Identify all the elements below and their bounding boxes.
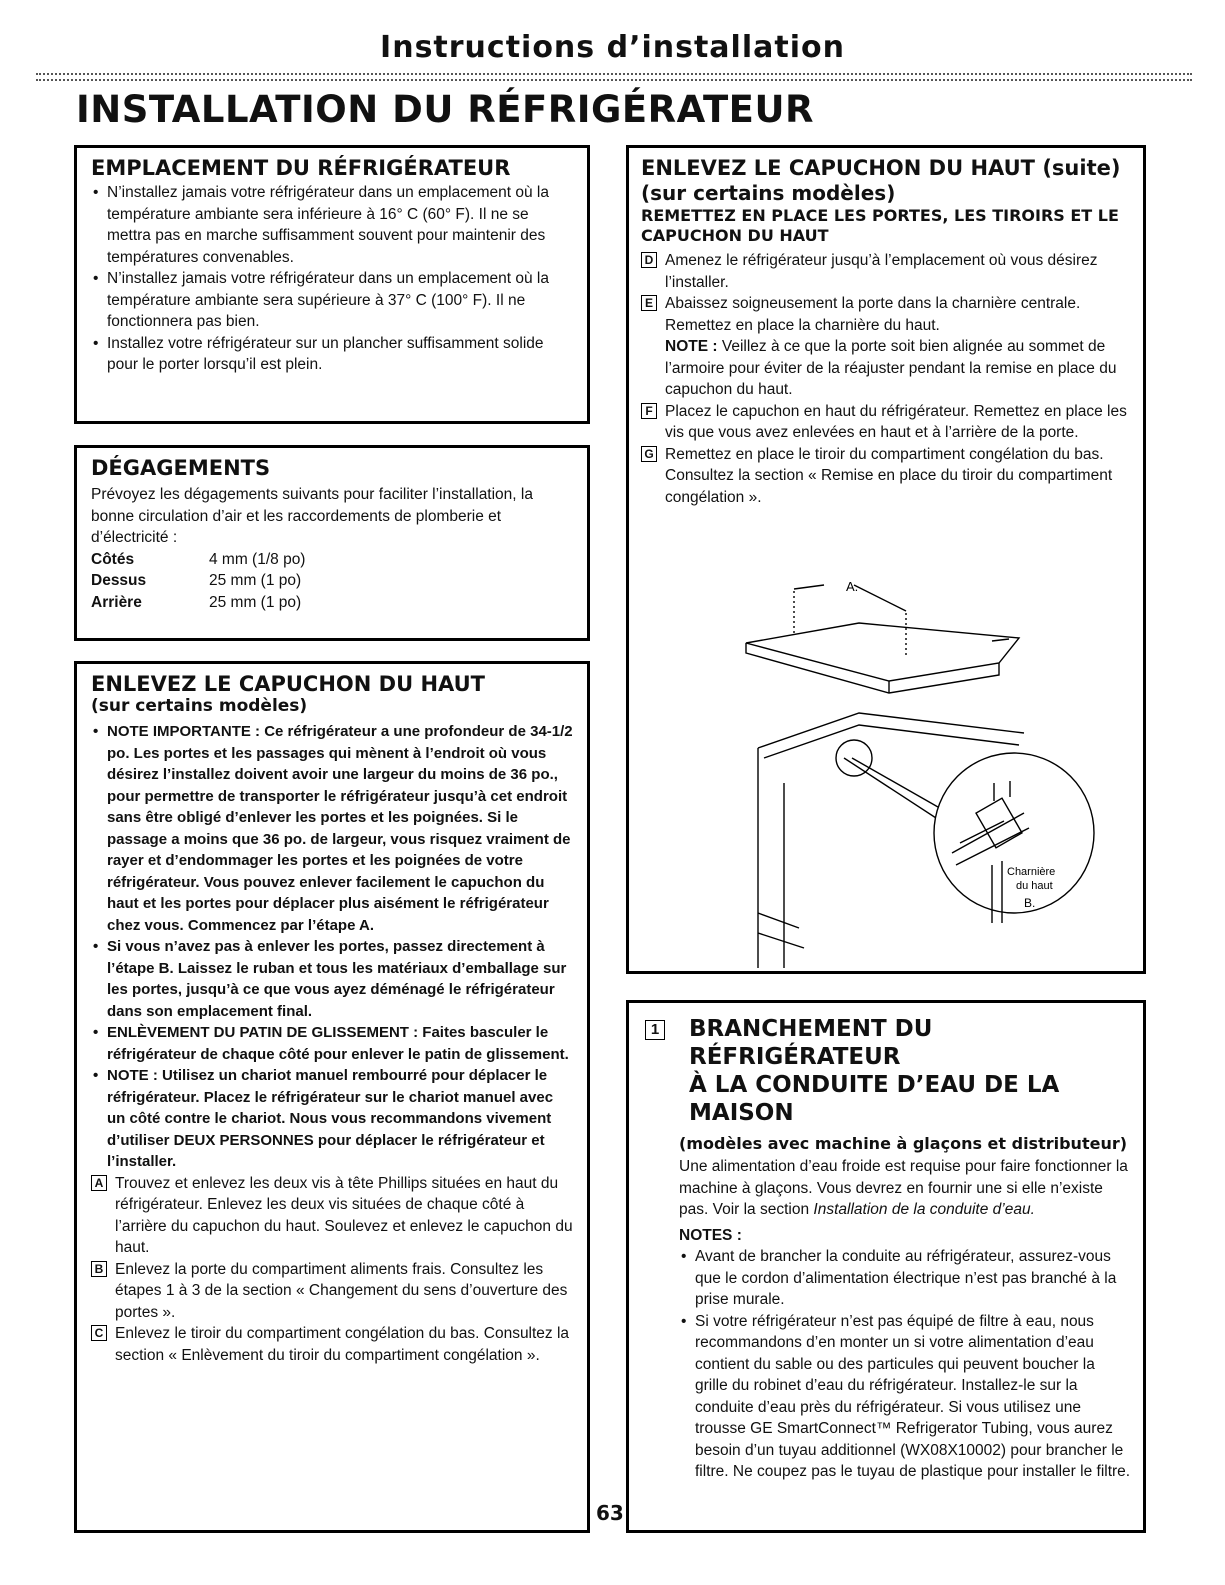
clearance-value: 25 mm (1 po) (209, 572, 302, 589)
step-note (665, 336, 1131, 401)
suite-subtitle: (sur certains modèles) (641, 181, 896, 205)
page-title: INSTALLATION DU RÉFRIGÉRATEUR (76, 88, 814, 131)
emplacement-list (91, 182, 573, 376)
clearance-value: 25 mm (1 po) (209, 593, 302, 611)
step-text: Remettez en place le tiroir du compartiment congélation du bas. Consultez la section « Remise en place du tiroir du compartiment congélation ». (665, 445, 1113, 506)
intro-text: Une alimentation d’eau froide est requise pour faire fonctionner la machine à glaçons. Vous devrez en fournir une si elle n’existe pas. Voir la section (679, 1158, 1128, 1218)
step-text: Trouvez et enlevez les deux vis à tête Phillips situées en haut du réfrigérateur. Enlevez les deux vis situées de chaque côté à l’arrière du capuchon du haut. Soulevez et enlevez le capuchon du haut. (115, 1174, 573, 1256)
clearance-label: Dessus (91, 572, 147, 589)
step-marker: D (641, 252, 657, 268)
figure-label-a: A. (846, 579, 859, 594)
degagements-intro: Prévoyez les dégagements suivants pour faciliter l’installation, la bonne circulation d’air et les raccordements de plomberie et d’électricité : (91, 486, 533, 546)
list-item: • N’installez jamais votre réfrigérateur dans un emplacement où la température ambiante sera supérieure à 37° C (100° F). Il ne fonctionnera pas bien. (91, 268, 573, 333)
step-e (641, 293, 1131, 401)
capuchon-subtitle: (sur certains modèles) (91, 696, 308, 716)
step-b (91, 1259, 573, 1324)
header-rule (36, 73, 1192, 81)
step-marker: A (91, 1175, 107, 1191)
emplacement-box (74, 145, 590, 424)
step-marker: G (641, 446, 657, 462)
step-g (641, 444, 1131, 509)
refrigerator-top-cap-figure (724, 579, 1056, 968)
note-text: Veillez à ce que la porte soit bien alignée au sommet de l’armoire pour éviter de la réajuster pendant la remise en place du capuchon du haut. (665, 338, 1117, 398)
list-item: • Avant de brancher la conduite au réfrigérateur, assurez-vous que le cordon d’alimentation électrique n’est pas branché à la prise murale. (679, 1246, 1131, 1311)
degagements-title: DÉGAGEMENTS (91, 456, 271, 480)
suite-steps (641, 250, 1131, 508)
degagements-box (74, 445, 590, 641)
list-item: • N’installez jamais votre réfrigérateur dans un emplacement où la température ambiante sera inférieure à 16° C (60° F). Il ne se mettra pas en marche suffisamment souvent pour maintenir des températures convenables. (91, 182, 573, 268)
suite-subheading: REMETTEZ EN PLACE LES PORTES, LES TIROIRS ET LE CAPUCHON DU HAUT (641, 206, 1119, 245)
emplacement-title: EMPLACEMENT DU RÉFRIGÉRATEUR (91, 156, 511, 180)
clearance-table (91, 549, 305, 614)
step-text: Abaissez soigneusement la porte dans la charnière centrale. Remettez en place la charnière du haut. (665, 295, 1081, 334)
suite-box (626, 145, 1146, 974)
section-header: Instructions d’installation (380, 30, 845, 65)
step-text: Enlevez le tiroir du compartiment congélation du bas. Consultez la section « Enlèvement du tiroir du compartiment congélation ». (115, 1325, 570, 1364)
step-d (641, 250, 1131, 293)
list-item: • ENLÈVEMENT DU PATIN DE GLISSEMENT : Faites basculer le réfrigérateur de chaque côté pour enlever le patin de glissement. (91, 1022, 573, 1065)
step-text: Enlevez la porte du compartiment aliments frais. Consultez les étapes 1 à 3 de la section « Changement du sens d’ouverture des portes ». (115, 1260, 568, 1321)
list-item: • Si vous n’avez pas à enlever les portes, passez directement à l’étape B. Laissez le ruban et tous les matériaux d’emballage sur les portes, jusqu’à ce que vous ayez déménagé le réfrigérateur dans son emplacement final. (91, 936, 573, 1022)
capuchon-box (74, 661, 590, 1533)
refrigerator-illustration (758, 713, 1094, 968)
capuchon-title: ENLEVEZ LE CAPUCHON DU HAUT (91, 672, 486, 696)
branchement-box (626, 1000, 1146, 1533)
step-text: Placez le capuchon en haut du réfrigérateur. Remettez en place les vis que vous avez enlevées en haut et à l’arrière de la porte. (665, 402, 1127, 441)
step-text: Amenez le réfrigérateur jusqu’à l’emplacement où vous désirez l’installer. (665, 252, 1098, 291)
list-item: • Si votre réfrigérateur n’est pas équipé de filtre à eau, nous recommandons d’en monter un si votre alimentation d’eau contient du sable ou des particules qui peuvent boucher la grille du robinet d’eau du réfrigérateur. Installez-le sur la conduite d’eau près du réfrigérateur. Si vous utilisez une trousse GE SmartConnect™ Refrigerator Tubing, vous aurez besoin d’un tuyau additionnel (WX08X10002) pour brancher le filtre. Ne coupez pas le tuyau de plastique pour installer le filtre. (679, 1311, 1131, 1483)
note-label: NOTE : (665, 338, 718, 355)
step-f (641, 401, 1131, 444)
step-marker: B (91, 1261, 107, 1277)
clearance-label: Côtés (91, 550, 135, 568)
branchement-heading (641, 1015, 1131, 1071)
top-cap-illustration (746, 585, 1019, 693)
table-row (91, 570, 305, 592)
step-marker: 1 (645, 1020, 665, 1040)
table-row (91, 549, 305, 571)
step-c (91, 1323, 573, 1366)
intro-reference: Installation de la conduite d’eau. (813, 1201, 1035, 1218)
branchement-notes (679, 1246, 1131, 1483)
step-marker: F (641, 403, 657, 419)
hinge-label-line2: du haut (1016, 880, 1053, 892)
branchement-intro (679, 1156, 1131, 1221)
branchement-subtitle: (modèles avec machine à glaçons et distributeur) (679, 1134, 1128, 1153)
capuchon-steps (91, 1173, 573, 1367)
branchement-title-1: BRANCHEMENT DU RÉFRIGÉRATEUR (689, 1016, 933, 1070)
hinge-label-line1: Charnière (1007, 866, 1056, 878)
step-marker: E (641, 295, 657, 311)
branchement-body (641, 1156, 1131, 1483)
list-item: • Installez votre réfrigérateur sur un plancher suffisamment solide pour le porter lorsqu’il est plein. (91, 333, 573, 376)
branchement-title-2: À LA CONDUITE D’EAU DE LA MAISON (689, 1072, 1060, 1126)
step-marker: C (91, 1325, 107, 1341)
table-row (91, 592, 305, 614)
capuchon-notes (91, 721, 573, 1173)
clearance-label: Arrière (91, 593, 142, 611)
step-a (91, 1173, 573, 1259)
clearance-value: 4 mm (1/8 po) (209, 550, 306, 568)
figure-label-b: B. (1024, 896, 1036, 910)
notes-label: NOTES : (679, 1226, 742, 1244)
list-item: • NOTE IMPORTANTE : Ce réfrigérateur a une profondeur de 34-1/2 po. Les portes et les passages qui mènent à l’endroit où vous désirez l’installez doivent avoir une largeur du moins de 36 po., pour permettre de transporter le réfrigérateur jusqu’à cet endroit sans être obligé d’enlever les portes et les poignées. Si le passage a moins que 36 po. de largeur, vous risquez vraiment de rayer et d’endommager les portes et les poignées de votre réfrigérateur. Vous pouvez enlever facilement le capuchon du haut et les portes pour déplacer plus aisément le réfrigérateur chez vous. Commencez par l’étape A. (91, 721, 573, 936)
suite-title: ENLEVEZ LE CAPUCHON DU HAUT (suite) (641, 156, 1121, 180)
page-number: 63 (596, 1501, 624, 1525)
list-item: • NOTE : Utilisez un chariot manuel rembourré pour déplacer le réfrigérateur. Placez le réfrigérateur sur le chariot manuel avec un côté contre le chariot. Nous vous recommandons vivement d’utiliser DEUX PERSONNES pour déplacer le réfrigérateur et l’installer. (91, 1065, 573, 1173)
